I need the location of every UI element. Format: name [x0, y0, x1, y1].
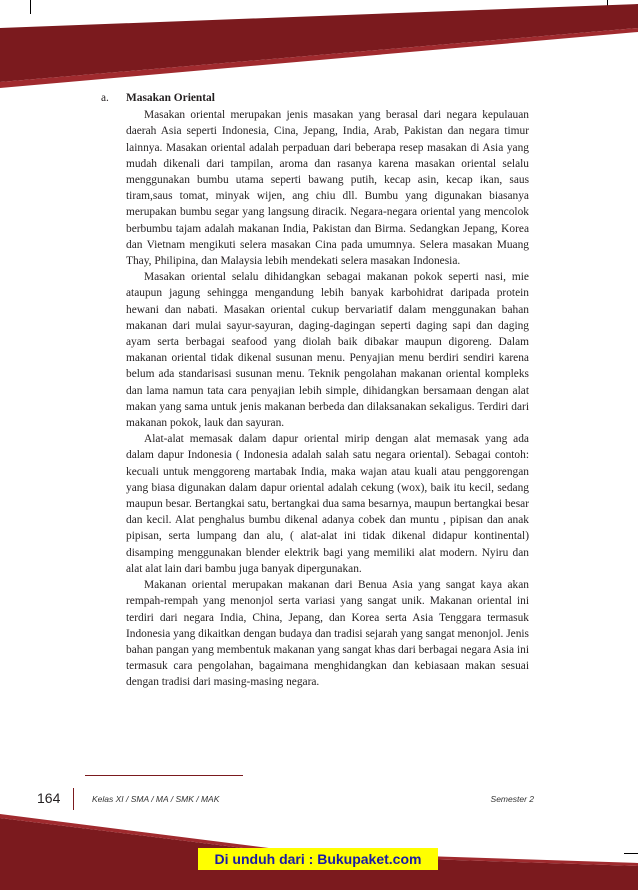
section-heading — [101, 90, 529, 106]
footer-rule — [85, 775, 243, 776]
paragraph: Alat-alat memasak dalam dapur oriental mirip dengan alat memasak yang ada dalam dapur Indonesia ( Indonesia adalah salah satu negara oriental). Sebagai contoh: kecuali untuk menggoreng martabak India, maka wajan atau kuali atau penggorengan yang biasa digunakan dalam dapur oriental adalah cekung (wox), baik itu kecil, sedang maupun besar. Bertangkai satu, bertangkai dua sama besarnya, maupun bertangkai besar dan kecil. Alat penghalus bumbu dikenal adanya cobek dan muntu , pipisan dan anak pipisan, serta lumpang dan alu, ( alat-alat ini tidak dikenal didapur kontinental) disamping menggunakan blender elektrik bagi yang memiliki alat modern. Nyiru dan alat alat lain dari bambu juga banyak dipergunakan. — [126, 433, 529, 575]
header-decoration — [0, 0, 638, 95]
page-number: 164 — [37, 790, 61, 806]
paragraph: Masakan oriental merupakan jenis masakan yang berasal dari negara kepulauan daerah Asia seperti Indonesia, Cina, Jepang, India, Arab, Pakistan dan negara timur lainnya. Masakan oriental adalah perpaduan dari beberapa resep masakan di Asia yang mudah dikenali dari tampilan, aroma dan rasanya karena masakan oriental selalu menggunakan bumbu utama seperti bawang putih, kecap asin, kecap ikan, saus tiram,saus tomat, minyak wijen, ang chiu dll. Bumbu yang digunakan biasanya merupakan bumbu segar yang langsung diracik. Negara-negara oriental yang mencolok berbumbu tajam adalah makanan India, Pakistan dan Birma. Sedangkan Jepang, Korea dan Vietnam mengikuti selera masakan Cina pada umumnya. Selera masakan Muang Thay, Philipina, dan Malaysia lebih mendekati selera masakan Indonesia. — [126, 109, 529, 268]
section-letter: a. — [101, 92, 109, 104]
page-content — [101, 90, 529, 691]
footer-semester-label: Semester 2 — [490, 794, 534, 804]
footer-class-label: Kelas XI / SMA / MA / SMK / MAK — [92, 794, 220, 804]
section-title: Masakan Oriental — [126, 92, 215, 104]
footer-separator — [73, 788, 74, 810]
download-banner[interactable]: Di unduh dari : Bukupaket.com — [198, 848, 438, 870]
paragraph: Makanan oriental merupakan makanan dari Benua Asia yang sangat kaya akan rempah-rempah yang menonjol serta variasi yang sangat unik. Makanan oriental ini terdiri dari negara India, China, Jepang, dan Korea serta Asia Tenggara termasuk Indonesia yang dikaitkan dengan budaya dan tradisi sejarah yang sangat menonjol. Jenis bahan pangan yang membentuk makanan yang sangat khas dari berbagai negara Asia ini termasuk cara pengolahan, bagaimana menghidangkan dan kebiasaan makan sesuai dengan tradisi dari masing-masing negara. — [126, 579, 529, 689]
paragraph: Masakan oriental selalu dihidangkan sebagai makanan pokok seperti nasi, mie ataupun jagung sehingga mengandung lebih banyak karbohidrat daripada protein hewani dan nabati. Masakan oriental cukup bervariatif dalam menggunakan bahan makanan dari mulai sayur-sayuran, daging-dagingan seperti daging sapi dan daging ayam serta berbagai seafood yang diolah baik dibakar maupun digoreng. Dalam makanan oriental tidak dikenal susunan menu. Penyajian menu berdiri sendiri karena belum ada standarisasi susunan menu. Teknik pengolahan makanan oriental kompleks dan lama namun tata cara penyajian lebih simple, dihidangkan bersamaan dengan alat makan yang sama untuk jenis makanan berbeda dan dilaksanakan sekaligus. Terdiri dari makanan pokok, lauk dan sayuran. — [126, 271, 529, 430]
